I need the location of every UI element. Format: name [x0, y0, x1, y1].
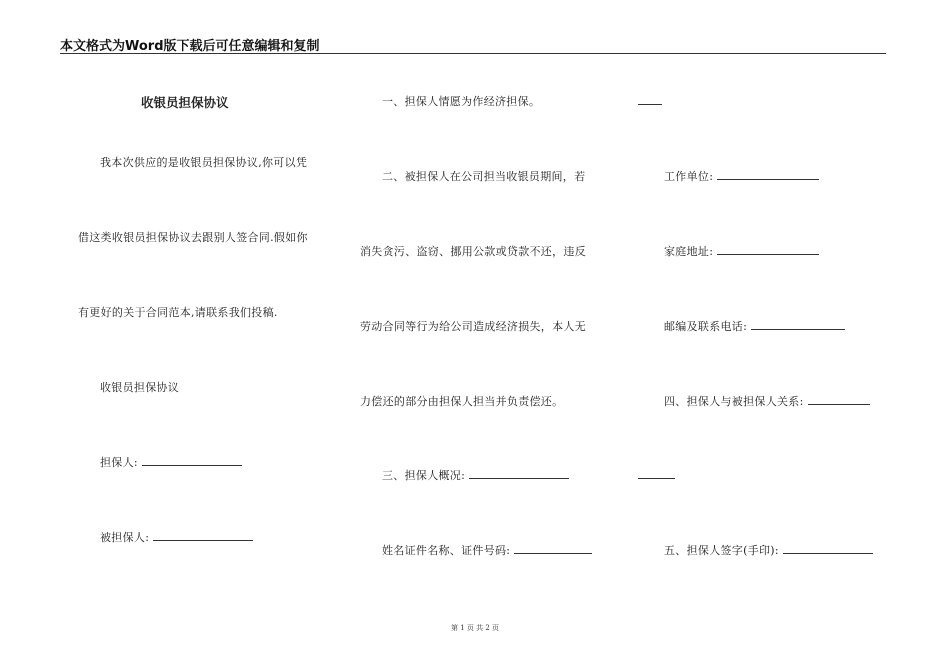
home-address-label: 家庭地址: — [664, 245, 714, 258]
id-field — [382, 542, 592, 558]
intro-line-1: 我本次供应的是收银员担保协议,你可以凭 — [100, 156, 308, 169]
clause-4-label: 四、担保人与被担保人关系: — [664, 395, 804, 408]
id-blank — [514, 543, 592, 554]
clause-2-line-1: 二、被担保人在公司担当收银员期间，若 — [382, 170, 586, 183]
work-unit-label: 工作单位: — [664, 170, 714, 183]
clause-4-field — [664, 393, 870, 409]
work-unit-field — [664, 168, 819, 184]
guaranteed-label: 被担保人: — [100, 531, 150, 544]
home-address-field — [664, 243, 819, 259]
clause-1: 一、担保人情愿为作经济担保。 — [382, 95, 541, 108]
clause-2-line-4: 力偿还的部分由担保人担当并负责偿还。 — [360, 395, 564, 408]
clause-3-extra-blank — [638, 478, 675, 479]
clause-1-blank — [638, 104, 662, 105]
header-divider — [60, 53, 886, 54]
id-label: 姓名证件名称、证件号码: — [382, 544, 511, 557]
clause-4-blank — [808, 394, 870, 405]
agreement-subtitle: 收银员担保协议 — [100, 381, 180, 394]
guarantor-field — [100, 454, 242, 470]
intro-line-3: 有更好的关于合同范本,请联系我们投稿. — [78, 306, 278, 319]
guaranteed-field — [100, 529, 253, 545]
clause-2-line-3: 劳动合同等行为给公司造成经济损失，本人无 — [360, 320, 586, 333]
document-title: 收银员担保协议 — [141, 95, 229, 110]
home-address-blank — [717, 244, 819, 255]
guarantor-label: 担保人: — [100, 456, 138, 469]
postal-phone-field — [664, 318, 845, 334]
clause-3-field — [382, 467, 569, 483]
guaranteed-blank — [153, 530, 253, 541]
postal-phone-label: 邮编及联系电话: — [664, 320, 748, 333]
clause-5-field — [664, 542, 873, 558]
intro-line-2: 借这类收银员担保协议去跟别人签合同.假如你 — [78, 231, 308, 244]
work-unit-blank — [717, 169, 819, 180]
clause-5-label: 五、担保人签字(手印): — [664, 544, 779, 557]
clause-3-blank — [469, 468, 569, 479]
clause-5-blank — [783, 543, 873, 554]
page-number: 第 1 页 共 2 页 — [450, 624, 500, 632]
document-header: 本文格式为Word版下载后可任意编辑和复制 — [60, 39, 320, 54]
clause-2-line-2: 消失贪污、盗窃、挪用公款或贷款不还，违反 — [360, 245, 586, 258]
clause-3-label: 三、担保人概况: — [382, 469, 466, 482]
postal-phone-blank — [751, 319, 845, 330]
guarantor-blank — [142, 455, 242, 466]
